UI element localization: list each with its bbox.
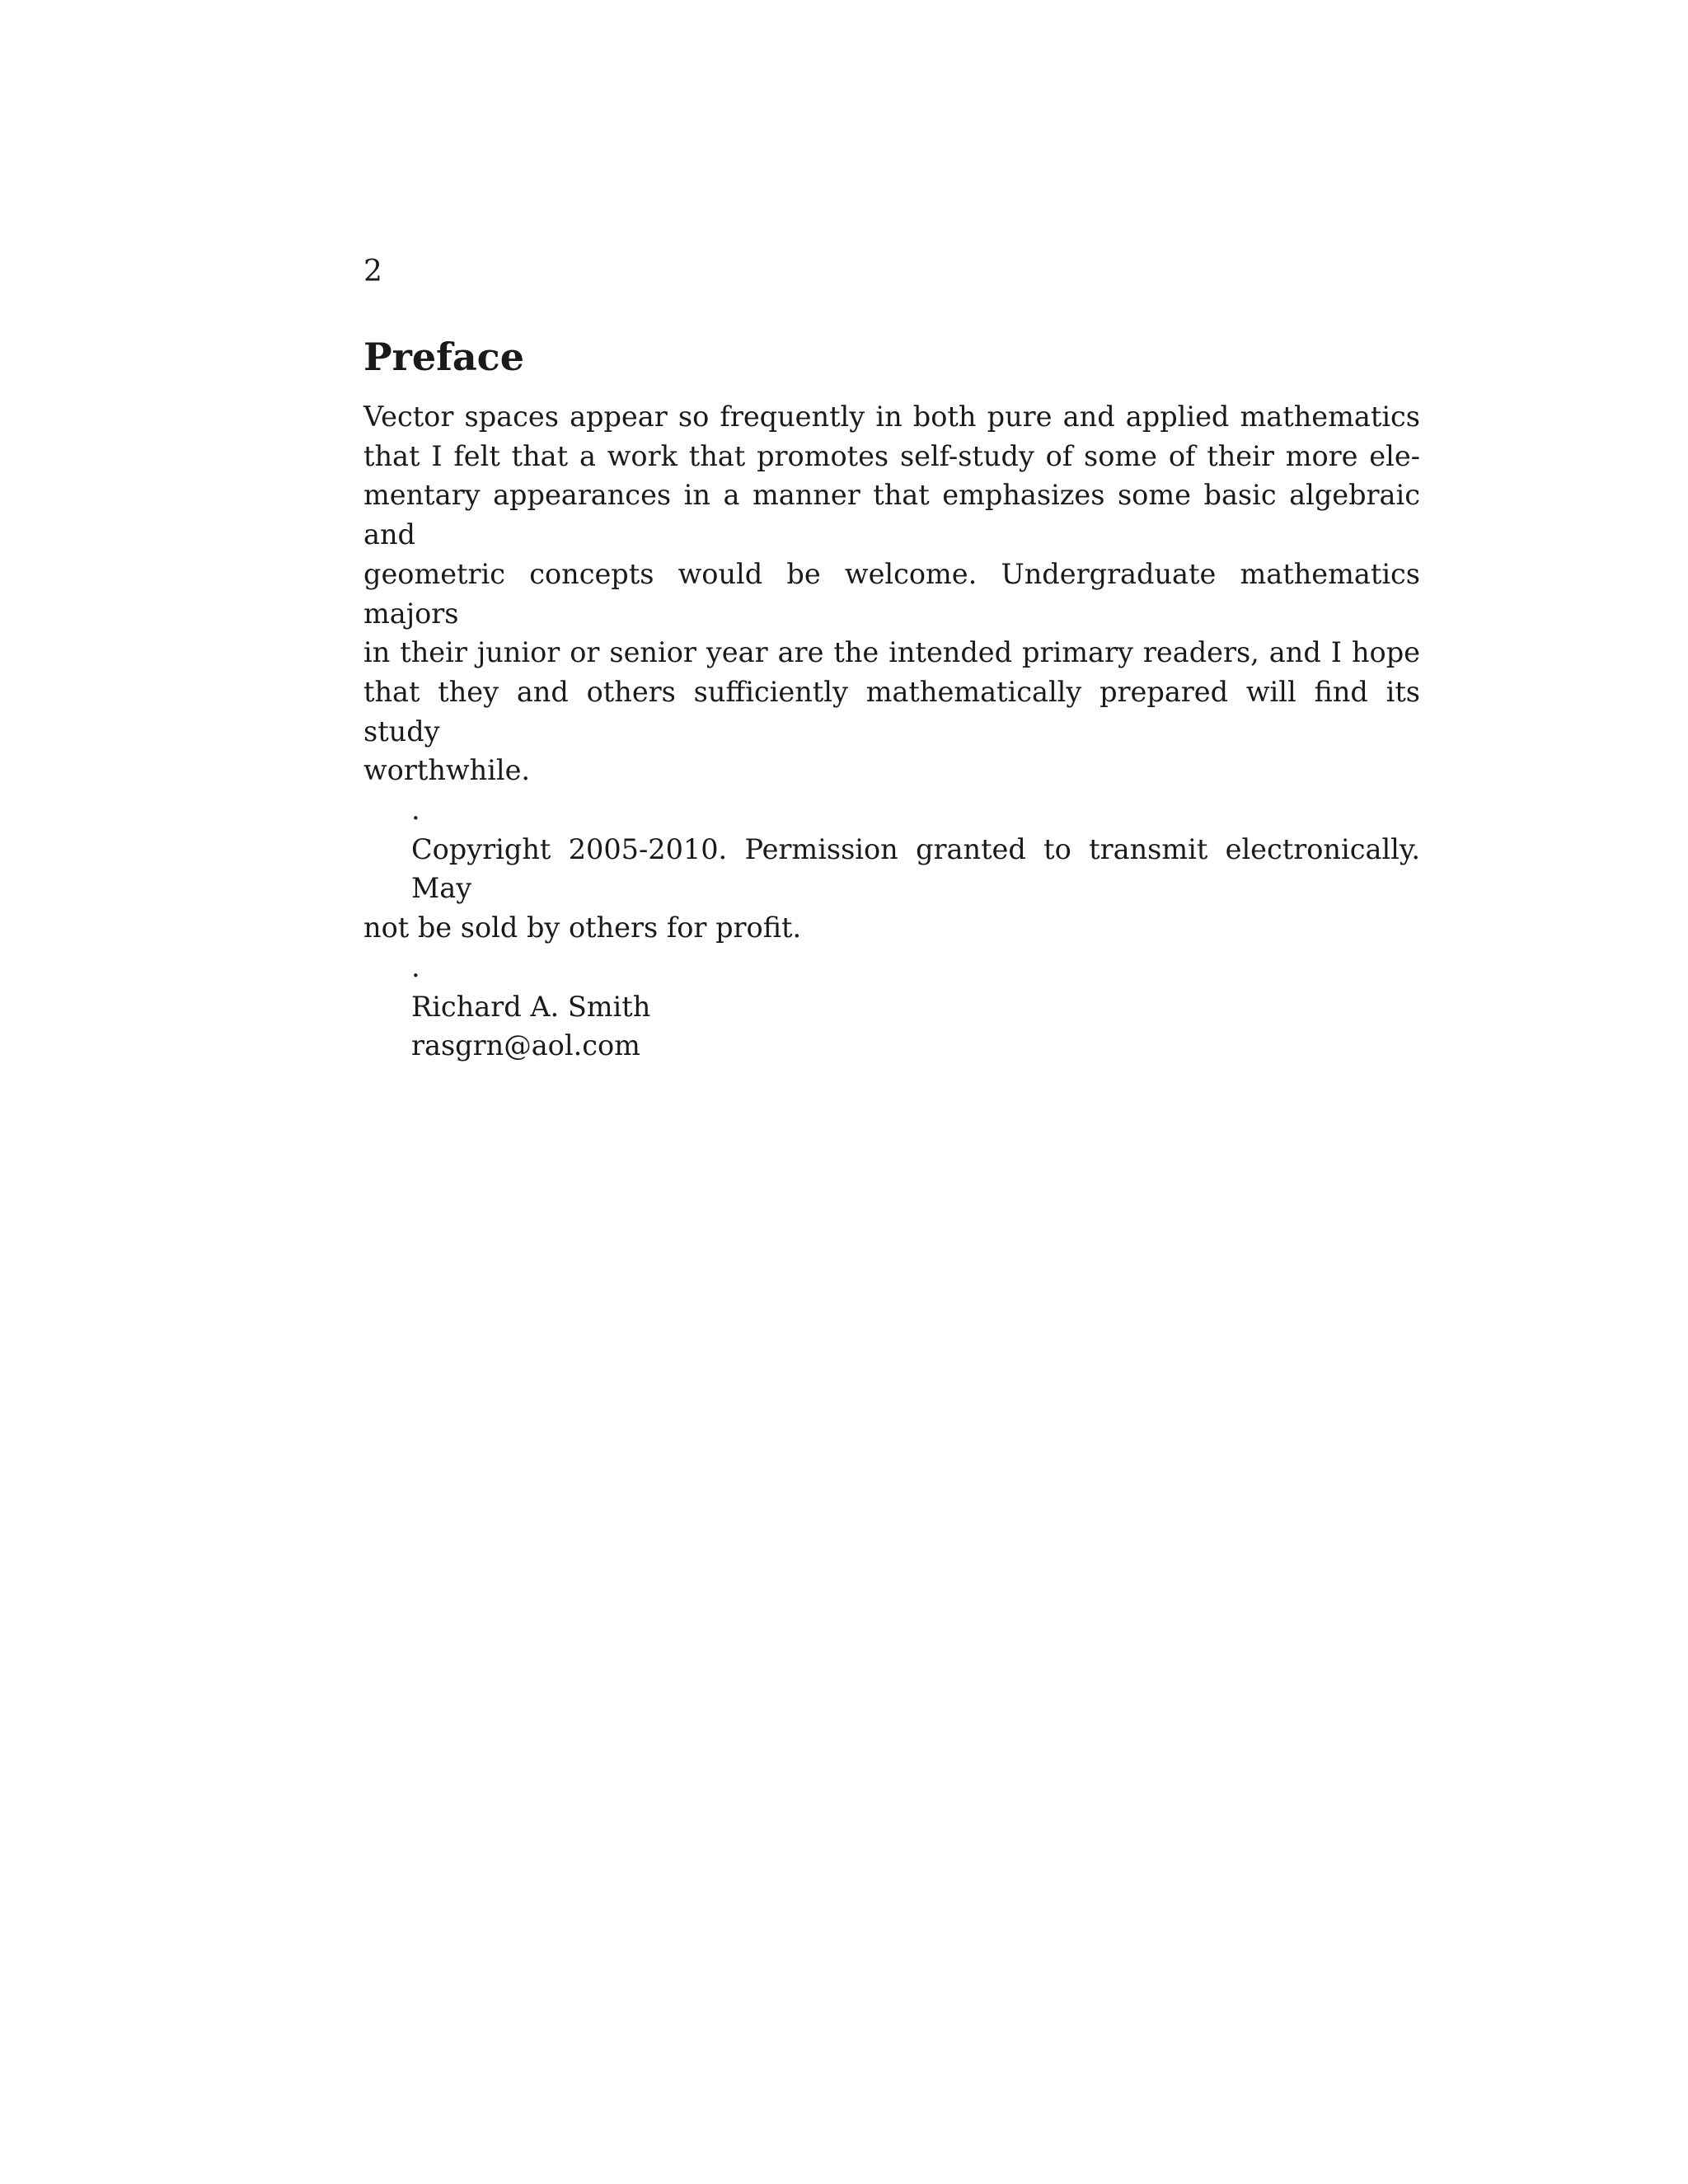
preface-line: Vector spaces appear so frequently in both pure and applied mathematics <box>363 401 1420 433</box>
copyright-line: Copyright 2005-2010. Permission granted to transmit electronically. May <box>411 832 1420 905</box>
preface-paragraph <box>363 397 1420 790</box>
author-name: Richard A. Smith <box>411 990 651 1023</box>
preface-line: geometric concepts would be welcome. Undergraduate mathematics majors <box>363 557 1420 630</box>
preface-line: that they and others sufficiently mathematically prepared will find its study <box>363 675 1420 748</box>
copyright-paragraph <box>363 830 1420 948</box>
preface-line: in their junior or senior year are the intended primary readers, and I hope <box>363 636 1420 669</box>
author-email: rasgrn@aol.com <box>411 1029 640 1062</box>
separator-dot: . <box>411 794 420 827</box>
section-title: Preface <box>363 335 524 379</box>
preface-line: mentary appearances in a manner that emphasizes some basic algebraic and <box>363 479 1420 551</box>
page-number: 2 <box>363 255 382 288</box>
separator-dot: . <box>411 950 420 983</box>
preface-body <box>363 397 1420 1066</box>
copyright-line: not be sold by others for profit. <box>363 912 802 944</box>
preface-line: that I felt that a work that promotes self-study of some of their more ele- <box>363 439 1420 472</box>
preface-line: worthwhile. <box>363 754 531 787</box>
